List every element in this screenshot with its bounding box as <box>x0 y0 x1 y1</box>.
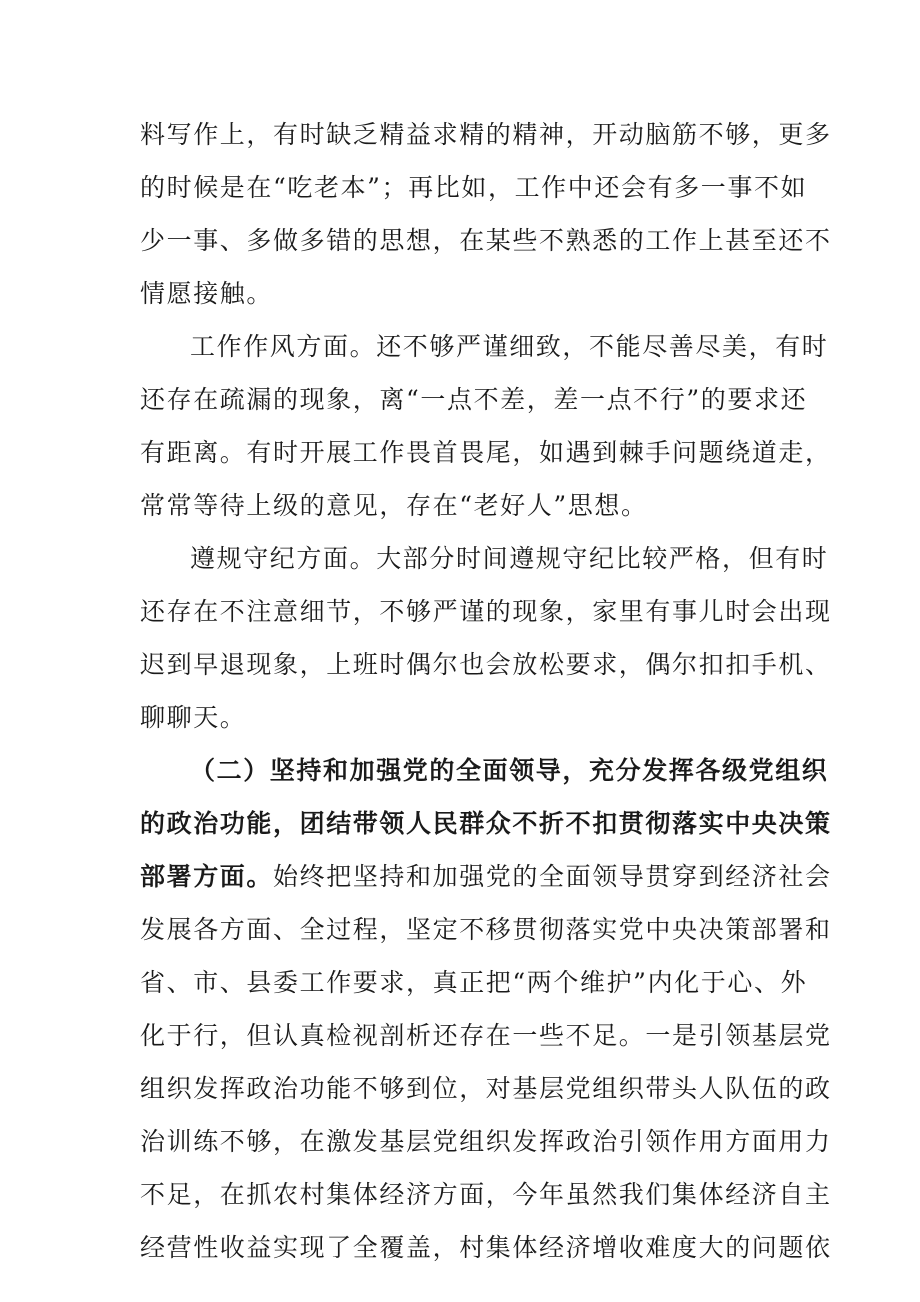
text-line: 工作作风方面。还不够严谨细致，不能尽善尽美，有时 <box>190 332 829 361</box>
paragraph-work-style <box>140 320 832 532</box>
text-line: 聊聊天。 <box>140 703 247 732</box>
text-line: 不足，在抓农村集体经济方面，今年虽然我们集体经济自主 <box>140 1180 832 1209</box>
section-heading-tail: 部署方面。 <box>140 862 274 891</box>
text-span: 始终把坚持和加强党的全面领导贯穿到经济社会 <box>273 862 832 891</box>
paragraph-section-two <box>140 744 832 1274</box>
text-line: 料写作上，有时缺乏精益求精的精神，开动脑筋不够，更多 <box>140 120 832 149</box>
text-line: 少一事、多做多错的思想，在某些不熟悉的工作上甚至还不 <box>140 226 832 255</box>
text-line: 遵规守纪方面。大部分时间遵规守纪比较严格，但有时 <box>190 544 829 573</box>
paragraph-discipline <box>140 532 832 744</box>
text-line: 治训练不够，在激发基层党组织发挥政治引领作用方面用力 <box>140 1127 832 1156</box>
text-line: 的时候是在“吃老本”；再比如，工作中还会有多一事不如 <box>140 173 808 202</box>
section-heading-line: （二）坚持和加强党的全面领导，充分发挥各级党组织 <box>190 756 829 785</box>
text-line: 还存在疏漏的现象，离“一点不差，差一点不行”的要求还 <box>140 385 808 414</box>
text-line: 有距离。有时开展工作畏首畏尾，如遇到棘手问题绕道走， <box>140 438 832 467</box>
section-heading-line: 的政治功能，团结带领人民群众不折不扣贯彻落实中央决策 <box>140 809 832 838</box>
text-line: 迟到早退现象，上班时偶尔也会放松要求，偶尔扣扣手机、 <box>140 650 832 679</box>
text-line: 经营性收益实现了全覆盖，村集体经济增收难度大的问题依 <box>140 1233 832 1262</box>
text-line: 省、市、县委工作要求，真正把“两个维护”内化于心、外 <box>140 968 808 997</box>
document-page <box>140 108 832 1274</box>
paragraph-1 <box>140 108 832 320</box>
text-line: 常常等待上级的意见，存在“老好人”思想。 <box>140 491 648 520</box>
text-line: 组织发挥政治功能不够到位，对基层党组织带头人队伍的政 <box>140 1074 832 1103</box>
mixed-line <box>140 850 832 903</box>
text-line: 还存在不注意细节，不够严谨的现象，家里有事儿时会出现 <box>140 597 832 626</box>
text-line: 发展各方面、全过程，坚定不移贯彻落实党中央决策部署和 <box>140 915 832 944</box>
text-line: 化于行，但认真检视剖析还存在一些不足。一是引领基层党 <box>140 1021 832 1050</box>
text-line: 情愿接触。 <box>140 279 274 308</box>
